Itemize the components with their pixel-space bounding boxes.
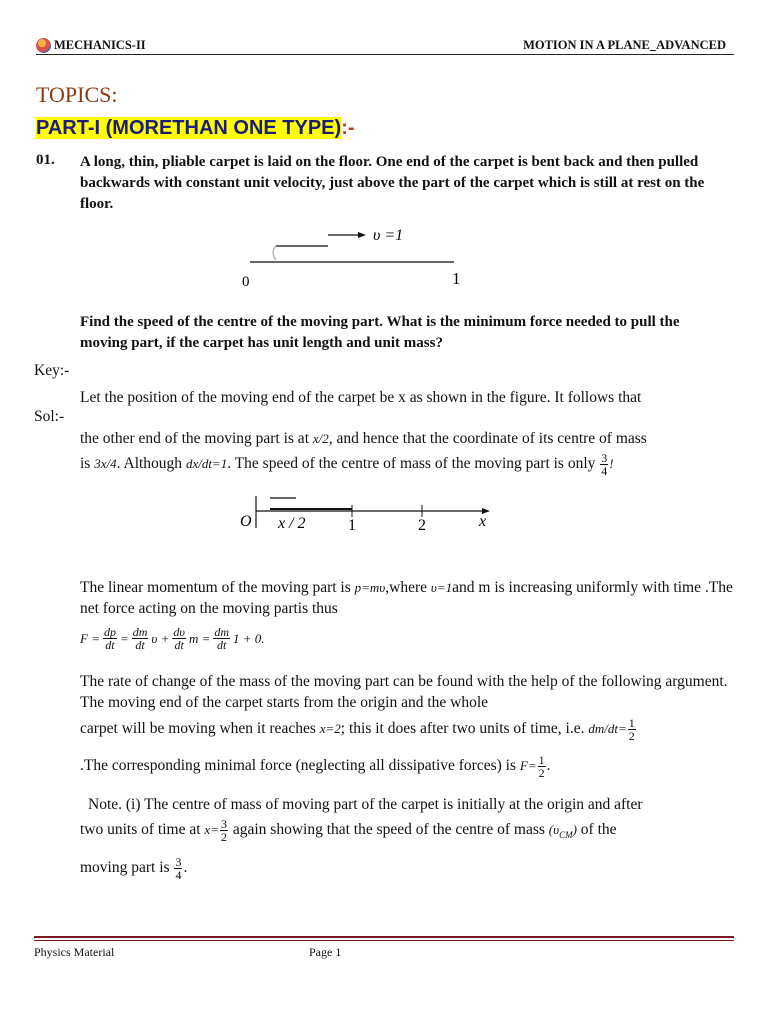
solution-p9 bbox=[80, 818, 735, 846]
solution-p8: Note. (i) The centre of mass of moving part of the carpet is initially at the origin and after bbox=[88, 796, 643, 813]
frac-den: dt bbox=[174, 638, 184, 652]
question-ask: Find the speed of the centre of the moving part. What is the minimum force needed to pull the moving part, if the carpet has unit length and unit mass? bbox=[80, 314, 680, 351]
solution-p1: Let the position of the moving end of the carpet be x as shown in the figure. It follows that bbox=[80, 389, 642, 406]
solution-p4 bbox=[80, 577, 735, 619]
fraction bbox=[174, 856, 182, 881]
text-run: .The corresponding minimal force (neglecting all dissipative forces) is bbox=[80, 757, 520, 775]
frac-den: 2 bbox=[538, 766, 545, 780]
text-run: . bbox=[546, 757, 551, 775]
frac-num: 3 bbox=[175, 855, 182, 869]
footer-rule bbox=[34, 936, 734, 938]
sol-label: Sol:- bbox=[34, 408, 65, 425]
two-label: 2 bbox=[418, 517, 426, 534]
f-lhs: F = bbox=[80, 630, 100, 646]
part-title-tail: :- bbox=[341, 117, 355, 139]
frac-num: 3 bbox=[601, 451, 608, 465]
fraction bbox=[628, 717, 636, 742]
fraction bbox=[103, 626, 117, 651]
expr: 3x/4 bbox=[94, 456, 117, 472]
solution-p6 bbox=[80, 717, 735, 742]
topics-heading: TOPICS: bbox=[36, 82, 118, 107]
text-run: of the bbox=[576, 821, 617, 839]
text-run: . The speed of the centre of mass of the moving part is only bbox=[227, 455, 600, 473]
arrow-head-icon bbox=[358, 232, 366, 238]
logo-icon bbox=[36, 38, 51, 53]
key-label: Key:- bbox=[34, 362, 70, 379]
text-run: the other end of the moving part is at bbox=[80, 430, 313, 447]
solution-p5: The rate of change of the mass of the moving part can be found with the help of the following argument. The moving end of the carpet starts from the origin and the whole bbox=[80, 673, 728, 711]
carpet-fold bbox=[273, 246, 276, 260]
expr: p=mυ bbox=[354, 580, 386, 595]
text-run: two units of time at bbox=[80, 821, 205, 839]
frac-num: 3 bbox=[220, 817, 227, 831]
f-term: m = bbox=[188, 630, 211, 646]
frac-num: dm bbox=[132, 625, 148, 639]
expr: x=2 bbox=[319, 721, 341, 737]
frac-den: dt bbox=[105, 638, 115, 652]
part-heading bbox=[36, 117, 355, 140]
fraction bbox=[213, 626, 230, 651]
expr: F= bbox=[519, 758, 537, 774]
expr: (υ bbox=[548, 822, 560, 838]
frac-den: 2 bbox=[628, 729, 635, 743]
velocity-label: υ =1 bbox=[373, 227, 404, 244]
question-text: A long, thin, pliable carpet is laid on the floor. One end of the carpet is bent back and then pulled backwards with constant unit velocity, just above the part of the carpet which is still at rest on the floor. bbox=[80, 154, 705, 212]
one-label: 1 bbox=[348, 517, 356, 534]
text-run: again showing that the speed of the centre of mass bbox=[228, 821, 549, 839]
solution-p3 bbox=[80, 452, 735, 477]
expr: ! bbox=[609, 456, 614, 472]
part-title: PART-I (MORETHAN ONE TYPE) bbox=[36, 117, 342, 139]
solution-p2 bbox=[80, 428, 735, 449]
frac-den: 4 bbox=[175, 868, 182, 882]
text-run: The linear momentum of the moving part is bbox=[80, 579, 355, 596]
expr: ) bbox=[572, 822, 577, 838]
frac-num: 1 bbox=[538, 753, 545, 767]
axis-label: x bbox=[479, 513, 487, 530]
header-chapter: MOTION IN A PLANE_ADVANCED bbox=[523, 38, 726, 52]
fraction bbox=[132, 626, 149, 651]
text-run: carpet will be moving when it reaches bbox=[80, 720, 320, 738]
footer-rule-thin bbox=[34, 940, 734, 941]
text-run: moving part is bbox=[80, 859, 174, 877]
fraction bbox=[220, 818, 228, 843]
header-rule bbox=[36, 54, 734, 55]
footer-title: Physics Material bbox=[34, 945, 115, 959]
frac-num: 1 bbox=[628, 716, 635, 730]
force-formula bbox=[80, 626, 265, 651]
frac-den: dt bbox=[217, 638, 227, 652]
f-tail: 1 + 0. bbox=[233, 630, 265, 646]
solution-p7 bbox=[80, 754, 735, 779]
expr: dx/dt=1 bbox=[185, 456, 228, 472]
frac-den: dt bbox=[135, 638, 145, 652]
question-number: 01. bbox=[36, 152, 55, 168]
text-run: . bbox=[183, 859, 188, 877]
figure1-end: 1 bbox=[452, 269, 461, 288]
text-run: . Although bbox=[116, 455, 186, 473]
f-eq: = bbox=[119, 630, 129, 646]
figure1-origin: 0 bbox=[242, 274, 250, 290]
header-subject: MECHANICS-II bbox=[54, 38, 146, 52]
axis-figure bbox=[236, 492, 496, 536]
f-term: υ + bbox=[151, 630, 170, 646]
expr: x/2 bbox=[312, 431, 329, 446]
origin-label: O bbox=[240, 513, 252, 530]
text-run: , and hence that the coordinate of its centre of mass bbox=[328, 430, 647, 447]
expr: x= bbox=[204, 822, 219, 838]
expr: dm/dt= bbox=[588, 721, 627, 737]
frac-num: dp bbox=[103, 625, 116, 639]
fraction bbox=[172, 626, 186, 651]
solution-p10 bbox=[80, 856, 735, 881]
text-run: is bbox=[80, 455, 95, 473]
frac-num: dυ bbox=[173, 625, 185, 639]
page-number: Page 1 bbox=[309, 945, 342, 959]
text-run: and m is increasing uniformly with time .The net force acting on the moving partis thus bbox=[80, 579, 733, 617]
frac-den: 4 bbox=[601, 464, 608, 478]
half-label: x / 2 bbox=[278, 515, 306, 532]
carpet-figure bbox=[240, 222, 480, 292]
subscript: CM bbox=[559, 830, 573, 841]
fraction bbox=[600, 452, 608, 477]
header-left bbox=[36, 38, 146, 53]
text-run: ,where bbox=[385, 579, 431, 596]
fraction bbox=[538, 754, 546, 779]
text-run: ; this it does after two units of time, i.e. bbox=[340, 720, 589, 738]
frac-num: dm bbox=[214, 625, 230, 639]
frac-den: 2 bbox=[220, 830, 227, 844]
expr: υ=1 bbox=[430, 580, 453, 595]
